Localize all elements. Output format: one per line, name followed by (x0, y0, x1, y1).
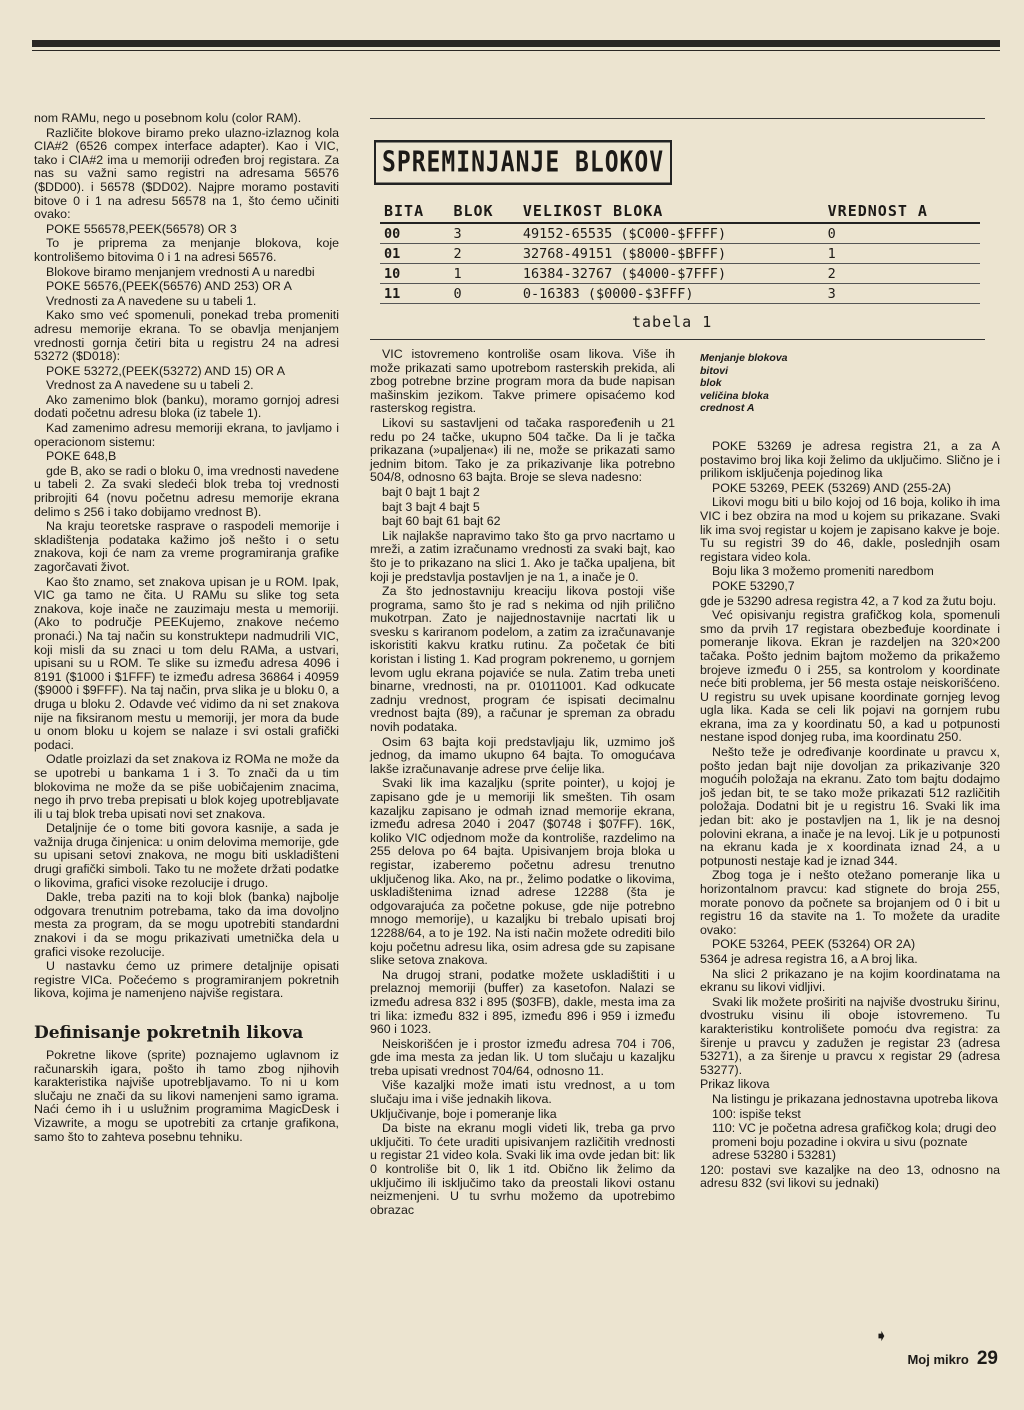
paragraph: Nešto teže je određivanje koordinate u pravcu x, pošto jedan bajt nije dovoljan za prikazivanje 320 mogućih položaja na ekranu. Zato tom bajtu dodajmo još jedan bit, te se tako može prikazati 512 različitih položaja. Dodatni bit je u registru 16. Svaki lik ima jedan bit: ako je postavljen na 1, lik je na desnoj polovini ekrana, a inače je na levoj. Lik je u potpunosti na ekranu kada je x koordinata iznad 24, a u potpunosti nestaje kad je iznad 344. (700, 745, 1000, 868)
paragraph: Na slici 2 prikazano je na kojim koordinatama na ekranu su likovi vidljivi. (700, 966, 1000, 995)
paragraph: Vrednosti za A navedene su u tabeli 1. (46, 293, 257, 308)
table-header-cell: BITA (380, 200, 449, 223)
table-row (380, 264, 980, 284)
top-rule (32, 40, 1000, 47)
paragraph: POKE 53269, PEEK (53269) AND (255-2A) (712, 480, 951, 495)
paragraph: 120: postavi sve kazaljke na deo 13, odnosno na adresu 832 (svi likovi su jednaki) (700, 1162, 1000, 1191)
page-footer (874, 1328, 998, 1370)
paragraph: To je priprema za menjanje blokova, koje kontrolišemo bitovima 0 i 1 na adresi 56576. (34, 236, 339, 264)
paragraph: Zbog toga je i nešto otežano pomeranje lika u horizontalnom pravcu: kad stignete do broja 255, morate ponovo da počnete sa brojanjem od 0 i bit u registru 16 da stavite na 1. To možete da uradite ovako: (700, 868, 1000, 937)
paragraph: Kako smo već spomenuli, ponekad treba promeniti adresu memorije ekrana. To se obavlja menjanjem vrednosti gornja četiri bita u registru 24 na adresi 53272 ($D018): (34, 308, 339, 364)
legend-entry: veličina bloka (700, 389, 769, 402)
data-table (380, 200, 980, 304)
legend-entry: Menjanje blokova (700, 352, 788, 364)
paragraph: Kao što znamo, set znakova upisan je u ROM. Ipak, VIC ga tamo ne čita. U RAMu su slike tog seta znakova, koje inače ne zauzimaju mesta u memoriji. (Ako to područje PEEKujemo, znakove nećemo pronaći.) Na taj način su konstruktери nadmudrili VIC, koji misli da su znaci u tom delu RAMa, a ustvari, upisani su u ROM. Te slike su između adresa 4096 i 8191 ($1000 i $1FFF) te između adresa 36864 i 40959 ($9000 i $9FFF). Na taj način, prva slika je u bloku 0, a druga u bloku 2. Odavde već vidimo da ni set znakova nije na fiksiranom mestu u memoriji, jer mora da bude u onom bloku u kojem se nalaze i svi ostali grafički podaci. (34, 574, 339, 752)
paragraph: Dakle, treba paziti na to koji blok (banka) najbolje odgovara trenutnim potrebama, tako da ima dovoljno mesta za program, da se mogu upotrebiti standardni znakovi i da se mogu prikazivati umetnička dela u grafici visoke rezolucije. (34, 890, 339, 959)
table-header-row (380, 200, 980, 223)
paragraph: Već opisivanju registra grafičkog kola, spomenuli smo da prvih 17 registara obezbeđuje koordinate i pomeranje likova. Ekran je razdeljen na 320×200 tačaka. Pošto jednim bajtom možemo da prikažemo brojeve između 0 i 255, sa kontrolom y koordinate neće biti problema, jer 56 mesta ostaje neiskorišćeno. U registru su uvek upisane koordinate gornjeg levog ugla lika. Kada se celi lik pojavi na gornjem rubu ekrana, ima za y koordinatu 50, a kad u potpunosti nestane ispod donjeg ruba, ima koordinatu 250. (700, 608, 1000, 745)
paragraph: Kad zamenimo adresu memoriji ekrana, to javljamo i operacionom sistemu: (34, 421, 339, 449)
paragraph: bajt 60 bajt 61 bajt 62 (382, 514, 501, 529)
paragraph: Likovi su sastavljeni od tačaka raspoređenih u 21 redu po 24 tačke, ukupno 504 tačke. Da li je tačka prikazana (»upaljena«) ili ne, može se prikazati samo jednim bitom. Tako je za prikazivanje lika potrebno 504/8, odnosno 63 bajta. Broje se sleva nadesno: (370, 415, 675, 485)
table-cell: 32768-49151 ($8000-$BFFF) (519, 244, 824, 264)
magazine-name: Moj mikro (907, 1352, 969, 1367)
paragraph: Svaki lik ima kazaljku (sprite pointer), u kojoj je zapisano gde je u memoriji lik smešten. Tih osam kazaljku zapisano je odmah iznad memorije ekrana, između adresa 2040 i 2047 ($0748 i $07FF). 16K, koliko VIC odjednom može da kontroliše, razdelimo na 255 delova po 64 bajta. Upisivanjem broja bloka u registar, izaberemo početnu adresu trenutno uključenog lika. Ako, na pr., želimo podatke o likovima, uskladištenima iznad adrese 12288 (šta je odgovarajuća za početne pokuse, gde nije potrebno mnogo memorije), u kazaljku bi trebalo upisati broj 12288/64, a to je 192. Na isti način možete odrediti bilo koju početnu adresu lika, osim adresa gde su zapisane slike setova znakova. (370, 776, 675, 968)
paragraph: VIC istovremeno kontroliše osam likova. Više ih može prikazati samo upotrebom rasterskih prekida, ali zbog potrebne brzine program mora da bude napisan mašinskim jezikom. Takve primere opisaćemo kod rasterskog registra. (370, 347, 675, 416)
paragraph: Osim 63 bajta koji predstavljaju lik, uzmimo još jednog, da imamo ukupno 64 bajta. To omogućava lakše izračunavanje adrese prve ćelije lika. (370, 734, 675, 776)
paragraph: Uključivanje, boje i pomeranje lika (370, 1106, 557, 1121)
paragraph: bajt 3 bajt 4 bajt 5 (382, 499, 480, 514)
table-cell: 00 (380, 223, 449, 244)
table-cell: 1 (449, 264, 518, 284)
paragraph: Vrednost za A navedene su u tabeli 2. (46, 378, 254, 393)
paragraph: Različite blokove biramo preko ulazno-izlaznog kola CIA#2 (6526 compex interface adapter). Kao i VIC, tako i CIA#2 ima u memoriji određen broj registara. Za nas su važni samo registri na adresama 56576 ($DD00). i 56578 ($DD02). Najpre moramo postaviti bitove 0 i 1 na adresu 56578 na 1, što ćemo učiniti ovako: (34, 125, 339, 222)
table-legend (700, 352, 788, 415)
paragraph: Likovi mogu biti u bilo kojoj od 16 boja, koliko ih ima VIC i bez obzira na mod u kojem su prikazane. Svaki lik ima svoj registar u kojem je zapisano kakve je boje. Tu su registri 39 do 46, dakle, poslednjih osam registara video kola. (700, 495, 1000, 564)
table-cell: 3 (824, 284, 980, 304)
section-heading: Definisanje pokretnih likova (34, 1023, 304, 1043)
table-cell: 1 (824, 244, 980, 264)
paragraph: Na drugoj strani, podatke možete uskladištiti i u prelaznoj memoriji (buffer) za kasetofon. Nalazi se između adresa 832 i 895 ($03FB), dakle, mesta ima za tri lika: između 832 i 895, između 896 i 959 i između 960 i 1023. (370, 967, 675, 1037)
paragraph: Lik najlakše napravimo tako što ga prvo nacrtamo u mreži, a zatim izračunamo vrednosti za svaki bajt, kao što je to prikazano na slici 1. Ako je tačka upaljena, bit koji je predstavlja postavljen je na 1, a inače je 0. (370, 528, 675, 584)
paragraph: POKE 53264, PEEK (53264) OR 2A) (712, 937, 916, 952)
table-row (380, 244, 980, 264)
paragraph: Na kraju teoretske rasprave o raspodeli memorije i skladištenja podataka kažimo još nešto i o setu znakova, koji će nam za vreme programiranja grafike zagorčavati život. (34, 519, 339, 574)
paragraph: Blokove biramo menjanjem vrednosti A u naredbi (46, 264, 315, 279)
paragraph: Boju lika 3 možemo promeniti naredbom (712, 564, 934, 579)
paragraph: Neiskorišćen je i prostor između adresa 704 i 706, gde ima mesta za jedan lik. U tom slučaju u kazaljku treba upisati vrednost 704/64, odnosno 11. (370, 1036, 675, 1078)
legend-entry: bitovi (700, 364, 728, 377)
paragraph: 110: VC je početna adresa grafičkog kola; drugi deo promeni boju pozadine i okvira u sivu (poznate adrese 53280 i 53281) (712, 1121, 997, 1163)
paragraph: Prikaz likova (700, 1077, 770, 1092)
table-header-cell: VELIKOST BLOKA (519, 200, 824, 223)
column-middle (370, 348, 675, 1218)
continue-arrow-icon: ➧ (874, 1328, 888, 1345)
table-title: SPREMINJANJE BLOKOV (374, 140, 672, 185)
paragraph: Ako zamenimo blok (banku), moramo gornjoj adresi dodati početnu adresu bloka (iz tabele 1). (34, 392, 339, 421)
table-row (380, 284, 980, 304)
table-header-cell: VREDNOST A (824, 200, 980, 223)
table-cell: 2 (449, 244, 518, 264)
table-cell: 0 (449, 284, 518, 304)
table-cell: 0-16383 ($0000-$3FFF) (519, 284, 824, 304)
paragraph: Više kazaljki može imati istu vrednost, a u tom slučaju ima i više jednakih likova. (370, 1078, 675, 1107)
paragraph: Na listingu je prikazana jednostavna upotreba likova (712, 1091, 998, 1106)
paragraph: POKE 556578,PEEK(56578) OR 3 (46, 221, 237, 236)
legend-entry: blok (700, 377, 722, 389)
table-cell: 49152-65535 ($C000-$FFFF) (519, 223, 824, 244)
page-number: 29 (976, 1348, 998, 1369)
paragraph: bajt 0 bajt 1 bajt 2 (382, 484, 480, 499)
paragraph: 5364 je adresa registra 16, a A broj lika. (700, 951, 918, 966)
column-right (700, 440, 1000, 1192)
paragraph: Za što jednostavniju kreaciju likova postoji više programa, samo što je rad s nekima od njih prilično mukotrpan. Zato je najjednostavnije nacrtati lik u svesku s kariranom podelom, a zatim za izračunavanje iskoristiti kakvu kratku rutinu. Za početak će biti koristan i listing 1. Kad program pokrenemo, u gornjem levom uglu ekrana pojaviće se nula. Zatim treba uneti binarne, vrednosti, na pr. 01011001. Kad odkucate zadnju vrednost, program će ispisati decimalnu vrednost bajta (89), a računar je spreman za obradu novih podataka. (370, 584, 675, 735)
paragraph: POKE 53272,(PEEK(53272) AND 15) OR A (46, 363, 285, 378)
table-body (380, 223, 980, 304)
table-row (380, 223, 980, 244)
paragraph: Pokretne likove (sprite) poznajemo uglavnom iz računarskih igara, pošto ih tamo zbog njihovih karakteristika najviše upotrebljavamo. To ni u kom slučaju ne znači da su likovi namenjeni samo igrama. Naći ćemo ih i u uslužnim programima MagicDesk i Vizawrite, a mogu se upotrebiti za crtanje grafikona, samo što to zahteva posebnu tehniku. (34, 1048, 339, 1144)
paragraph: Detaljnije će o tome biti govora kasnije, a sada je važnija druga činjenica: u onim delovima memorije, gde su upisani setovi znakova, ne mogu biti uskladišteni drugi grafički simboli. Tako tu ne možete držati podatke o likovima, grafici visoke rezolucije i drugo. (34, 821, 339, 890)
paragraph: gde je 53290 adresa registra 42, a 7 kod za žutu boju. (700, 593, 997, 608)
paragraph: nom RAMu, nego u posebnom kolu (color RAM). (34, 111, 302, 125)
table-cell: 10 (380, 264, 449, 284)
table-block-switching (370, 118, 985, 340)
table-top-rule (370, 118, 985, 119)
paragraph: POKE 56576,(PEEK(56576) AND 253) OR A (46, 279, 292, 294)
paragraph: Odatle proizlazi da set znakova iz ROMa ne može da se upotrebi u bankama 1 i 3. To znači da u tim blokovima ne može da se piše uobičajenim znacima, nego ih prvo treba prepisati u blok kojeg upotrebljavate ili u taj blok treba upisati novi set znakova. (34, 752, 339, 821)
paragraph: 100: ispiše tekst (712, 1106, 801, 1121)
top-rule-thin (32, 50, 1000, 51)
table-cell: 0 (824, 223, 980, 244)
column-left (34, 112, 339, 1145)
table-cell: 16384-32767 ($4000-$7FFF) (519, 264, 824, 284)
paragraph: Svaki lik možete proširiti na najviše dvostruku širinu, dvostruku visinu ili oboje istovremeno. Tu karakteristiku kontrolišete pomoću dva registra: za širenje u pravcu y zadužen je registar 23 (adresa 53271), a za širenje u pravcu x registar 29 (adresa 53277). (700, 994, 1000, 1077)
legend-entry: crednost A (700, 402, 755, 414)
table-cell: 3 (449, 223, 518, 244)
table-cell: 2 (824, 264, 980, 284)
paragraph: POKE 53290,7 (712, 578, 795, 593)
paragraph: gde B, ako se radi o bloku 0, ima vrednosti navedene u tabeli 2. Za svaki sledeći blok treba toj vrednosti pribrojiti 64 (novu početnu adresu memorije ekrana delimo s 256 i tako dobijamo vrednost B). (34, 463, 339, 519)
paragraph: Da biste na ekranu mogli videti lik, treba ga prvo uključiti. To ćete uraditi upisivanjem različitih vrednosti u registar 21 video kola. Svaki lik ima ovde jedan bit: lik 0 kontroliše bit 0, lik 1 itd. Obično lik želimo da uključimo ili isključimo tako da preostali likovi ostanu neizmenjeni. U tu svrhu možemo da upotrebimo obrazac (370, 1121, 675, 1217)
paragraph: POKE 648,B (46, 449, 117, 464)
table-caption: tabela 1 (632, 313, 713, 331)
table-cell: 01 (380, 244, 449, 264)
table-bottom-rule (370, 339, 985, 340)
paragraph: U nastavku ćemo uz primere detaljnije opisati registre VICa. Počećemo s programiranjem pokretnih likova, kojima je namenjeno najviše registara. (34, 959, 339, 1001)
table-header-cell: BLOK (449, 200, 518, 223)
table-cell: 11 (380, 284, 449, 304)
paragraph: POKE 53269 je adresa registra 21, a za A postavimo broj lika koji želimo da uključimo. Slično je i prilikom isključenja pojedinog lika (700, 439, 1000, 481)
